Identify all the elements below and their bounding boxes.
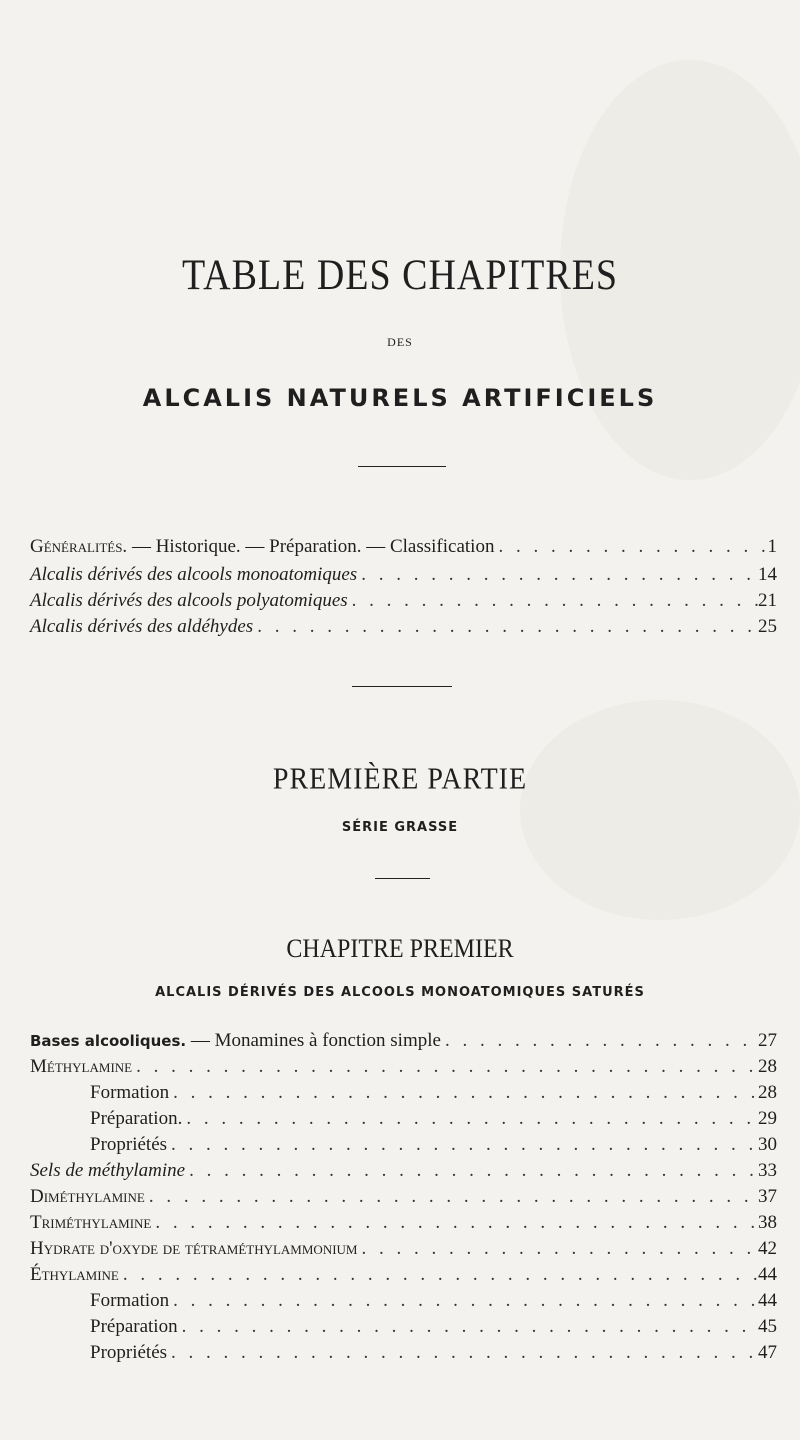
leader-dots xyxy=(182,1108,758,1130)
toc-entry-label: Propriétés xyxy=(90,1342,168,1363)
leader-dots xyxy=(357,1238,758,1260)
leader-dots xyxy=(441,1030,758,1052)
leader-dots xyxy=(178,1316,758,1338)
toc-entry[interactable] xyxy=(30,1238,777,1266)
toc-entry-label: Méthylamine xyxy=(30,1056,133,1077)
chapter-title: CHAPITRE PREMIER xyxy=(286,935,514,964)
toc-page-number: 45 xyxy=(758,1316,777,1337)
page-title: TABLE DES CHAPITRES xyxy=(181,251,619,300)
leader-dots xyxy=(167,1342,758,1364)
leader-dots xyxy=(494,536,767,558)
leader-dots xyxy=(348,590,758,612)
toc-entry[interactable] xyxy=(30,1056,777,1084)
chapter-subtitle: ALCALIS DÉRIVÉS DES ALCOOLS MONOATOMIQUES SATURÉS xyxy=(155,985,645,1000)
title-connector: DES xyxy=(387,335,413,349)
divider xyxy=(375,878,430,879)
toc-page-number: 47 xyxy=(758,1342,777,1363)
toc-entry-label: Triméthylamine xyxy=(30,1212,152,1233)
toc-entry-label: Sels de méthylamine xyxy=(30,1160,186,1181)
toc-entry[interactable] xyxy=(30,1030,777,1058)
toc-entry[interactable] xyxy=(30,590,777,618)
leader-dots xyxy=(145,1186,758,1208)
divider xyxy=(352,686,452,687)
toc-entry-label: Bases alcooliques. xyxy=(30,1032,187,1050)
toc-entry[interactable] xyxy=(30,1342,777,1370)
toc-page-number: 37 xyxy=(758,1186,777,1207)
leader-dots xyxy=(151,1212,758,1234)
toc-entry[interactable] xyxy=(30,1264,777,1292)
toc-entry-label: Formation xyxy=(90,1082,170,1103)
toc-entry[interactable] xyxy=(30,1186,777,1214)
toc-entry-label: Généralités. xyxy=(30,536,128,557)
toc-page-number: 33 xyxy=(758,1160,777,1181)
toc-page-number: 1 xyxy=(767,536,777,557)
toc-page-number: 28 xyxy=(758,1082,777,1103)
toc-entry-label: Alcalis dérivés des aldéhydes xyxy=(30,616,254,637)
toc-entry[interactable] xyxy=(30,1316,777,1344)
toc-entry-label: Hydrate d'oxyde de tétraméthylammonium xyxy=(30,1238,358,1259)
leader-dots xyxy=(132,1056,758,1078)
toc-entry-label-cont: — Historique. — Préparation. — Classification xyxy=(127,536,495,557)
toc-entry[interactable] xyxy=(30,564,777,592)
toc-page-number: 30 xyxy=(758,1134,777,1155)
part-subtitle: SÉRIE GRASSE xyxy=(341,820,459,835)
toc-entry[interactable] xyxy=(30,1160,777,1188)
toc-entry-label: Préparation. xyxy=(90,1108,183,1129)
leader-dots xyxy=(185,1160,758,1182)
part-title: PREMIÈRE PARTIE xyxy=(272,762,528,797)
toc-page-number: 44 xyxy=(758,1290,777,1311)
toc-entry-label: Formation xyxy=(90,1290,170,1311)
toc-entry[interactable] xyxy=(30,1212,777,1240)
leader-dots xyxy=(119,1264,758,1286)
toc-entry-label: Alcalis dérivés des alcools polyatomiques xyxy=(30,590,348,611)
toc-entry[interactable] xyxy=(30,1108,777,1136)
leader-dots xyxy=(357,564,758,586)
toc-entry-label: Propriétés xyxy=(90,1134,168,1155)
toc-entry[interactable] xyxy=(30,1134,777,1162)
toc-page-number: 42 xyxy=(758,1238,777,1259)
toc-entry-label-cont: — Monamines à fonction simple xyxy=(186,1030,441,1051)
toc-page-number: 27 xyxy=(758,1030,777,1051)
toc-entry-label: Alcalis dérivés des alcools monoatomiques xyxy=(30,564,358,585)
leader-dots xyxy=(167,1134,758,1156)
divider xyxy=(358,466,446,467)
toc-entry[interactable] xyxy=(30,616,777,644)
toc-entry-label: Diméthylamine xyxy=(30,1186,145,1207)
toc-entry[interactable] xyxy=(30,1082,777,1110)
toc-page-number: 28 xyxy=(758,1056,777,1077)
leader-dots xyxy=(169,1290,758,1312)
toc-page-number: 14 xyxy=(758,564,777,585)
toc-page-number: 44 xyxy=(758,1264,777,1285)
toc-page-number: 38 xyxy=(758,1212,777,1233)
toc-page-number: 21 xyxy=(758,590,777,611)
toc-entry[interactable] xyxy=(30,1290,777,1318)
toc-entry-label: Éthylamine xyxy=(30,1264,119,1285)
toc-page-number: 29 xyxy=(758,1108,777,1129)
leader-dots xyxy=(253,616,758,638)
leader-dots xyxy=(169,1082,758,1104)
bleed-through-stain xyxy=(520,700,800,920)
toc-page-number: 25 xyxy=(758,616,777,637)
toc-entry[interactable] xyxy=(30,536,777,564)
toc-entry-label: Préparation xyxy=(90,1316,178,1337)
book-subject: ALCALIS NATURELS ARTIFICIELS xyxy=(142,384,658,412)
